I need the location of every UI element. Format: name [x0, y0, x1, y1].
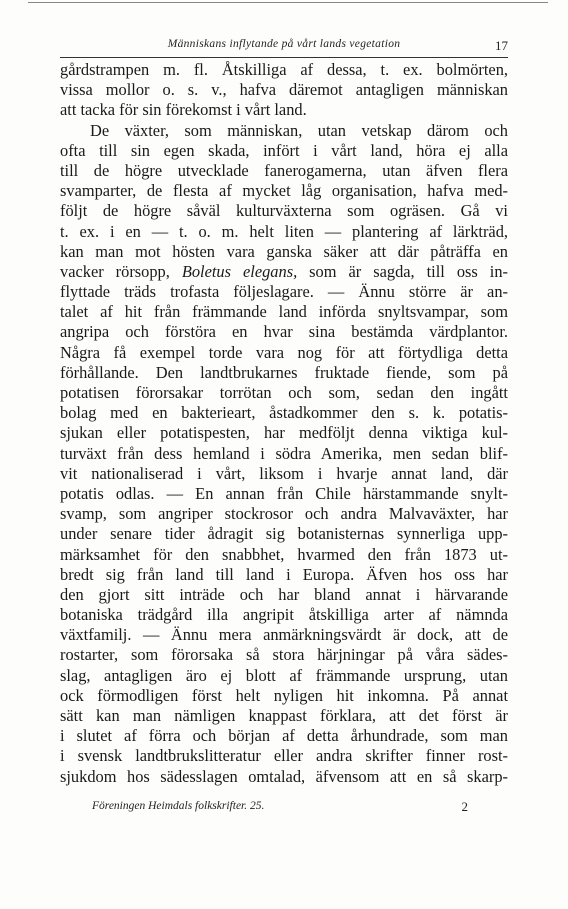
text-line: gårdstrampen m. fl. Åtskilliga af dessa, t. ex. bolmörten,: [60, 60, 508, 79]
page-footer: [60, 800, 508, 818]
text-line: t. ex. i en — t. o. m. helt liten — plantering af lärkträd,: [60, 221, 508, 241]
page-number: 17: [495, 38, 508, 53]
text-line: vit nationaliserad i vårt, liksom i hvarje annat land, där: [60, 463, 508, 483]
text-line: svamparter, de flesta af mycket låg organisation, hafva med-: [60, 181, 508, 201]
text-line: växtfamilj. — Ännu mera anmärkningsvärdt är dock, att de: [60, 625, 508, 645]
header-rule: [60, 57, 508, 58]
text-line: angripa och förstöra en hvar sina bestämda värdplantor.: [60, 322, 508, 342]
text-line: potatisen förorsakar torrötan och som, sedan den ingått: [60, 383, 508, 402]
text-line: bolag med en bakterieart, åstadkommer den s. k. potatis-: [60, 403, 508, 423]
text-line: vissa mollor o. s. v., hafva däremot antagligen människan: [60, 80, 508, 100]
text-line: kan man mot hösten vara ganska säker att där påträffa en: [60, 241, 508, 261]
text-segment: vacker rörsopp,: [60, 261, 182, 281]
text-line: ock förmodligen först helt nyligen hit inkomna. På annat: [60, 685, 508, 705]
text-line: märksamhet för den snabbhet, hvarmed den från 1873 ut-: [60, 544, 508, 564]
text-line: De växter, som människan, utan vetskap därom och: [90, 120, 508, 140]
series-title: Föreningen Heimdals folkskrifter. 25.: [92, 800, 265, 812]
text-segment: som är sagda, till oss in-: [297, 261, 508, 281]
text-line: till de högre utvecklade fanerogamerna, utan äfven flera: [60, 160, 508, 180]
text-line: [60, 262, 508, 282]
text-line: talet af hit från främmande land införda snyltsvampar, som: [60, 302, 508, 322]
text-line: sjukan eller potatispesten, har medföljt denna viktiga kul-: [60, 423, 508, 443]
text-line: i slutet af förra och början af detta århundrade, som man: [60, 726, 508, 746]
text-line: potatis odlas. — En annan från Chile härstammande snylt-: [60, 483, 508, 503]
running-head: [60, 38, 508, 54]
text-line: flyttade träds trofasta följeslagare. — Ännu större är an-: [60, 282, 508, 302]
body-text: [60, 60, 508, 787]
text-line: Några få exempel torde vara nog för att förtydliga detta: [60, 342, 508, 362]
text-line: rostarter, som förorsaka så stora härjningar på våra sädes-: [60, 645, 508, 665]
text-line: att tacka för sin förekomst i vårt land.: [60, 100, 307, 120]
text-line: slag, antagligen äro ej blott af främmande ursprung, utan: [60, 665, 508, 685]
text-line: botaniska trädgård illa angripit åtskilliga arter af nämnda: [60, 605, 508, 625]
signature-mark: 2: [461, 799, 468, 814]
running-title: Människans inflytande på vårt lands vegetation: [167, 38, 401, 50]
text-line: ofta till sin egen skada, infört i vårt land, höra ej alla: [60, 140, 508, 160]
text-line: den gjort sitt inträde och har bland annat i härvarande: [60, 584, 508, 604]
text-line: turväxt från dess hemland i södra Amerika, men sedan blif-: [60, 443, 508, 463]
text-line: följt de högre såväl kulturväxterna som ogräsen. Gå vi: [60, 201, 508, 221]
species-name: Boletus elegans,: [181, 261, 298, 281]
scan-edge-rule: [28, 2, 548, 3]
text-line: sjukdom hos sädesslagen omtalad, äfvensom att en så skarp-: [60, 766, 508, 786]
text-line: sätt kan man nämligen knappast förklara, att det först är: [60, 706, 508, 725]
text-line: svamp, som angriper stockrosor och andra Malvaväxter, har: [60, 504, 508, 524]
text-line: förhållande. Den landtbrukarnes fruktade fiende, som på: [60, 362, 508, 382]
text-line: under senare tider ådragit sig botanisternas synnerliga upp-: [60, 524, 508, 544]
text-line: bredt sig från land till land i Europa. Äfven hos oss har: [60, 564, 508, 584]
text-line: i svensk landtbrukslitteratur eller andra skrifter finner rost-: [60, 746, 508, 766]
